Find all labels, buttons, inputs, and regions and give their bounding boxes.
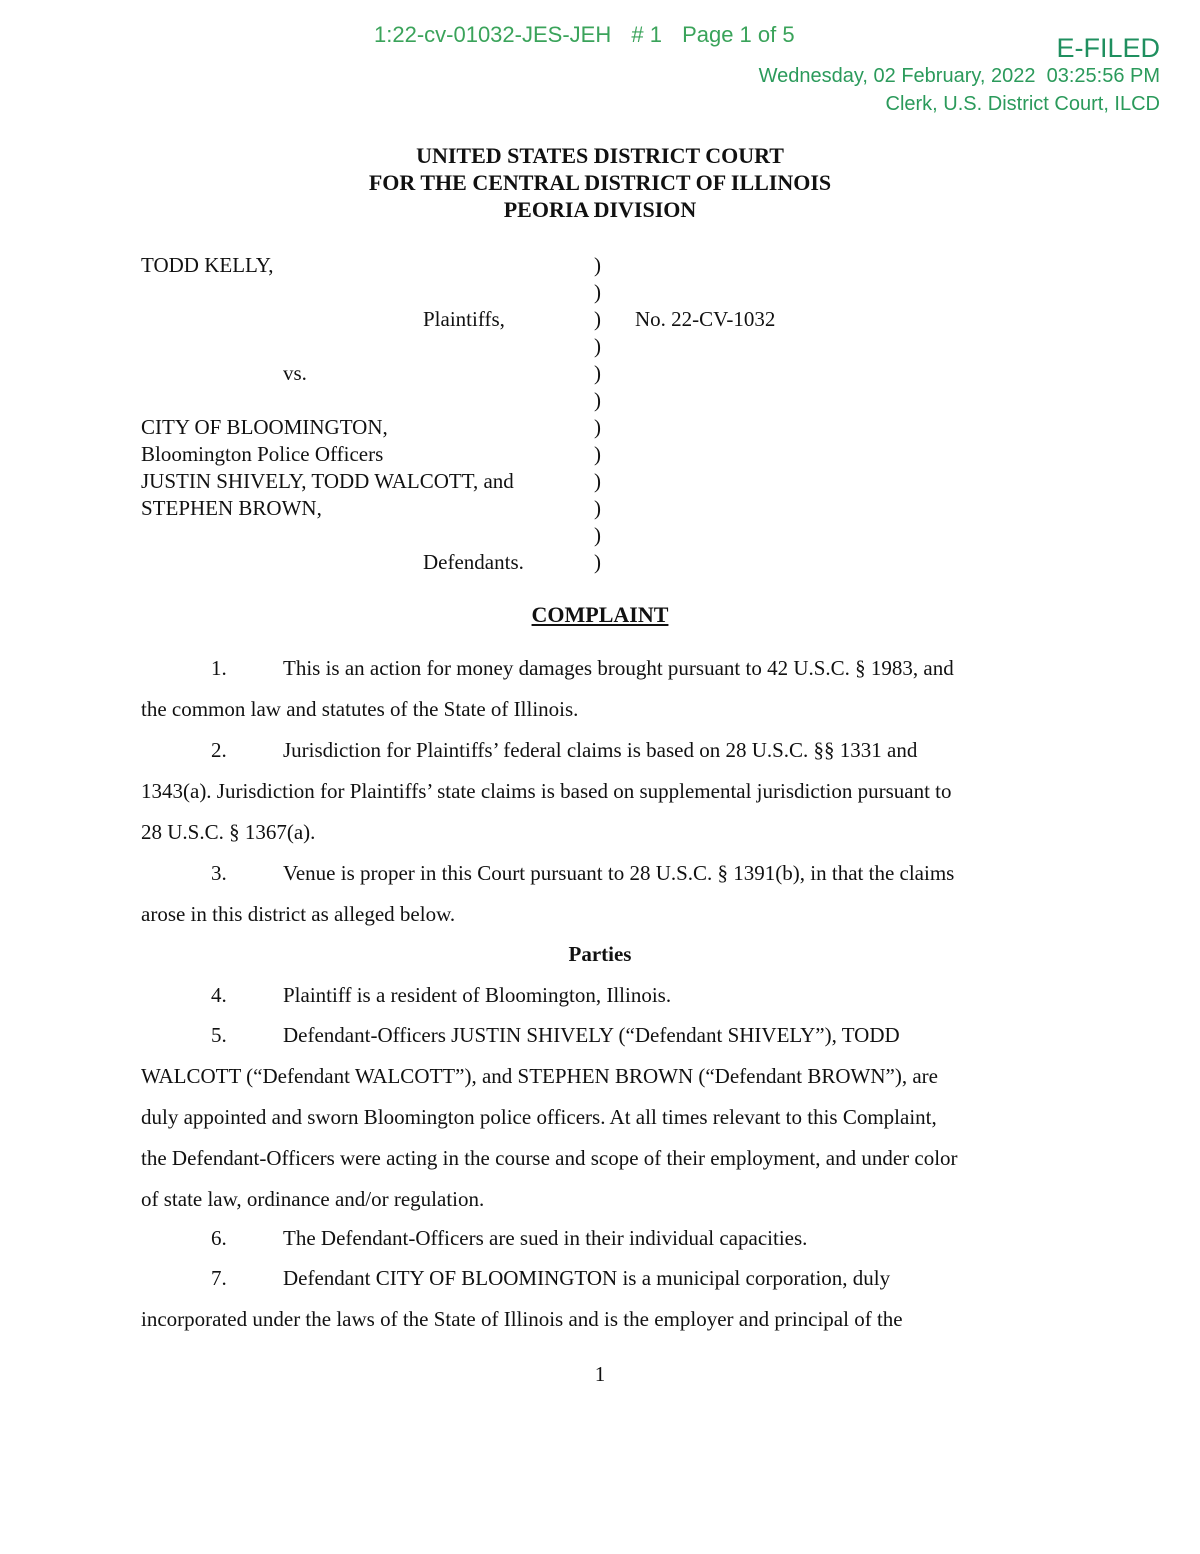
paren: ) xyxy=(594,253,601,277)
filing-stamp xyxy=(374,22,809,48)
paragraph-7 xyxy=(141,1258,1061,1340)
paragraph-line: Plaintiff is a resident of Bloomington, Illinois. xyxy=(283,983,672,1007)
page-number: 1 xyxy=(594,1362,606,1386)
paragraph-line: Jurisdiction for Plaintiffs’ federal claims is based on 28 U.S.C. §§ 1331 and xyxy=(283,738,918,762)
paragraph-line: This is an action for money damages brought pursuant to 42 U.S.C. § 1983, and xyxy=(283,656,954,680)
paren: ) xyxy=(594,415,601,439)
caption-vs: vs. xyxy=(283,361,307,385)
paren: ) xyxy=(594,388,601,412)
page-count-stamp: Page 1 of 5 xyxy=(682,22,795,47)
paren: ) xyxy=(594,469,601,493)
court-heading xyxy=(0,142,1200,223)
paragraph-line: 1343(a). Jurisdiction for Plaintiffs’ state claims is based on supplemental jurisdiction pursuant to xyxy=(141,779,952,803)
paragraph-line: Defendant-Officers JUSTIN SHIVELY (“Defendant SHIVELY”), TODD xyxy=(283,1023,900,1047)
paragraph-1 xyxy=(141,648,1061,730)
document-title: COMPLAINT xyxy=(531,602,669,627)
defendant-line: Bloomington Police Officers xyxy=(141,442,384,466)
paragraph-number: 7. xyxy=(211,1266,227,1290)
caption-plaintiffs-label: Plaintiffs, xyxy=(423,307,505,331)
paragraph-number: 3. xyxy=(211,861,227,885)
paren: ) xyxy=(594,442,601,466)
paragraph-line: the common law and statutes of the State of Illinois. xyxy=(141,697,579,721)
defendant-line: STEPHEN BROWN, xyxy=(141,496,322,520)
efiled-datetime: Wednesday, 02 February, 2022 03:25:56 PM xyxy=(758,65,1160,87)
caption-defendants xyxy=(141,414,514,522)
caption-paren-column xyxy=(594,252,601,576)
court-line-3: PEORIA DIVISION xyxy=(503,197,697,222)
paren: ) xyxy=(594,361,601,385)
paren: ) xyxy=(594,496,601,520)
paragraph-line: the Defendant-Officers were acting in the course and scope of their employment, and under color xyxy=(141,1146,958,1170)
paragraph-line: of state law, ordinance and/or regulation. xyxy=(141,1187,485,1211)
paragraph-line: Defendant CITY OF BLOOMINGTON is a municipal corporation, duly xyxy=(283,1266,891,1290)
paragraph-line: WALCOTT (“Defendant WALCOTT”), and STEPHEN BROWN (“Defendant BROWN”), are xyxy=(141,1064,938,1088)
paragraph-number: 4. xyxy=(211,983,227,1007)
paragraph-line: The Defendant-Officers are sued in their individual capacities. xyxy=(283,1226,808,1250)
defendant-line: JUSTIN SHIVELY, TODD WALCOTT, and xyxy=(141,469,514,493)
paragraph-line: 28 U.S.C. § 1367(a). xyxy=(141,820,316,844)
court-line-1: UNITED STATES DISTRICT COURT xyxy=(416,143,784,168)
paragraph-number: 2. xyxy=(211,738,227,762)
paren: ) xyxy=(594,334,601,358)
paragraph-line: duly appointed and sworn Bloomington police officers. At all times relevant to this Complaint, xyxy=(141,1105,937,1129)
paragraph-6 xyxy=(141,1218,1061,1259)
case-number: No. 22-CV-1032 xyxy=(635,307,776,331)
case-number-stamp: 1:22-cv-01032-JES-JEH xyxy=(374,22,612,47)
document-number-stamp: # 1 xyxy=(631,22,662,47)
efiled-clerk: Clerk, U.S. District Court, ILCD xyxy=(885,93,1160,115)
paren: ) xyxy=(594,307,601,331)
paragraph-number: 6. xyxy=(211,1226,227,1250)
paren: ) xyxy=(594,550,601,574)
caption-plaintiff: TODD KELLY, xyxy=(141,253,274,277)
caption-defendants-label: Defendants. xyxy=(423,550,524,574)
defendant-line: CITY OF BLOOMINGTON, xyxy=(141,415,388,439)
paragraph-4 xyxy=(141,975,1061,1016)
paragraph-3 xyxy=(141,853,1061,935)
paragraph-line: incorporated under the laws of the State of Illinois and is the employer and principal of the xyxy=(141,1307,903,1331)
paragraph-5 xyxy=(141,1015,1061,1220)
paragraph-line: Venue is proper in this Court pursuant to 28 U.S.C. § 1391(b), in that the claims xyxy=(283,861,955,885)
paragraph-line: arose in this district as alleged below. xyxy=(141,902,456,926)
paragraph-number: 5. xyxy=(211,1023,227,1047)
efiled-title: E-FILED xyxy=(1056,33,1160,63)
paren: ) xyxy=(594,280,601,304)
section-heading-parties: Parties xyxy=(568,942,632,966)
paragraph-2 xyxy=(141,730,1061,853)
paragraph-number: 1. xyxy=(211,656,227,680)
efiled-stamp xyxy=(759,34,1160,118)
court-line-2: FOR THE CENTRAL DISTRICT OF ILLINOIS xyxy=(368,170,832,195)
paren: ) xyxy=(594,523,601,547)
